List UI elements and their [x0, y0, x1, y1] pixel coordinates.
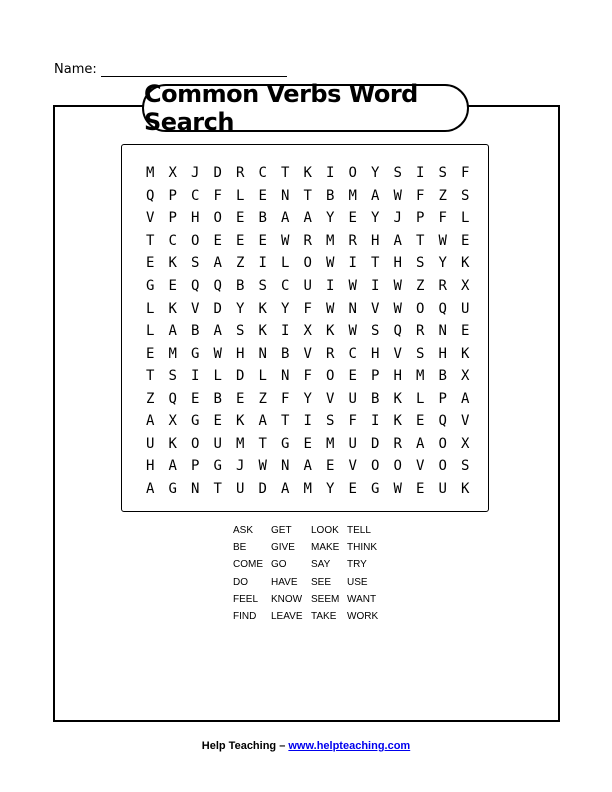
grid-cell: O [416, 300, 425, 317]
grid-cell: I [348, 255, 357, 272]
grid-cell: T [303, 187, 312, 204]
grid-cell: T [281, 165, 290, 182]
grid-cell: A [213, 255, 222, 272]
word-list-item: THINK [347, 542, 377, 554]
grid-cell: K [168, 435, 177, 452]
grid-cell: E [416, 480, 425, 497]
word-list-item: WANT [347, 593, 377, 605]
grid-cell: M [326, 435, 335, 452]
grid-cell: G [213, 458, 222, 475]
grid-cell: M [303, 480, 312, 497]
word-list-item: MAKE [311, 542, 340, 554]
grid-cell: A [281, 480, 290, 497]
grid-cell: B [258, 210, 267, 227]
word-list-item: ASK [233, 525, 254, 537]
grid-cell: W [393, 278, 402, 294]
grid-cell: Q [213, 278, 222, 294]
grid-cell: V [191, 300, 200, 317]
grid-cell: E [191, 390, 200, 407]
grid-cell: A [281, 210, 290, 227]
grid-cell: S [258, 278, 267, 294]
grid-cell: E [348, 480, 357, 497]
word-list-item: FEEL [233, 593, 259, 605]
grid-cell: Y [371, 210, 380, 227]
grid-cell: M [416, 368, 425, 385]
grid-cell: N [438, 323, 447, 340]
grid-cell: W [258, 458, 267, 475]
word-list-item: TRY [347, 559, 367, 571]
grid-cell: U [236, 480, 245, 497]
grid-cell: L [146, 323, 155, 340]
grid-cell: C [191, 187, 200, 204]
grid-cell: E [348, 368, 357, 385]
grid-cell: T [213, 480, 222, 497]
grid-cell: V [326, 390, 335, 407]
grid-cell: L [416, 390, 425, 407]
grid-cell: R [438, 278, 447, 294]
grid-cell: R [303, 232, 312, 249]
grid-cell: X [461, 435, 470, 452]
grid-cell: D [258, 480, 267, 497]
grid-cell: N [281, 187, 290, 204]
grid-cell: V [146, 210, 155, 227]
grid-cell: Z [146, 390, 155, 407]
grid-cell: Z [258, 390, 267, 407]
grid-cell: O [326, 368, 335, 385]
grid-cell: O [213, 210, 222, 227]
grid-cell: F [303, 368, 312, 385]
grid-cell: B [191, 323, 200, 340]
grid-cell: T [281, 413, 290, 430]
grid-cell: D [371, 435, 380, 452]
grid-cell: H [438, 345, 447, 362]
grid-cell: S [416, 255, 425, 272]
grid-cell: A [146, 480, 155, 497]
grid-cell: X [461, 278, 470, 294]
grid-cell: A [258, 413, 267, 430]
grid-cell: I [281, 323, 290, 340]
grid-cell: T [416, 232, 425, 249]
grid-cell: O [438, 458, 447, 475]
grid-cell: K [258, 323, 267, 340]
grid-cell: S [438, 165, 447, 182]
grid-cell: C [258, 165, 267, 182]
grid-cell: K [168, 255, 177, 272]
grid-cell: Q [168, 390, 177, 407]
grid-cell: I [416, 165, 425, 182]
grid-cell: E [416, 413, 425, 430]
grid-cell: Z [438, 187, 447, 204]
grid-cell: H [236, 345, 245, 362]
grid-cell: S [461, 458, 470, 475]
grid-cell: Y [371, 165, 380, 182]
letter-grid [139, 162, 477, 500]
grid-cell: Q [146, 187, 155, 204]
grid-cell: O [191, 435, 200, 452]
grid-cell: I [303, 413, 312, 430]
grid-cell: Y [281, 300, 290, 317]
grid-cell: U [461, 300, 470, 317]
grid-cell: G [191, 413, 200, 430]
grid-cell: K [303, 165, 312, 182]
grid-cell: U [146, 435, 155, 452]
grid-cell: G [281, 435, 290, 452]
grid-cell: U [348, 435, 357, 452]
grid-cell: H [146, 458, 155, 475]
grid-cell: Y [326, 480, 335, 497]
grid-cell: X [303, 323, 312, 340]
grid-cell: O [191, 232, 200, 249]
grid-cell: C [348, 345, 357, 362]
grid-cell: Q [191, 278, 200, 294]
grid-cell: H [393, 368, 402, 385]
footer [0, 740, 612, 752]
grid-cell: G [371, 480, 380, 497]
grid-cell: E [236, 210, 245, 227]
grid-cell: T [371, 255, 380, 272]
grid-cell: V [393, 345, 402, 362]
grid-cell: F [213, 187, 222, 204]
grid-cell: U [303, 278, 312, 294]
grid-cell: J [393, 210, 402, 227]
grid-cell: G [168, 480, 177, 497]
grid-cell: N [348, 300, 357, 317]
word-list-item: FIND [233, 611, 257, 623]
word-list-item: LEAVE [271, 611, 303, 623]
grid-cell: N [281, 458, 290, 475]
grid-cell: W [393, 187, 402, 204]
grid-cell: W [393, 480, 402, 497]
grid-cell: J [191, 165, 200, 182]
grid-cell: R [393, 435, 402, 452]
word-list-item: GO [271, 559, 287, 571]
word-list-item: GIVE [271, 542, 295, 554]
grid-cell: A [393, 232, 402, 249]
grid-cell: P [416, 210, 425, 227]
grid-cell: T [258, 435, 267, 452]
grid-cell: R [348, 232, 357, 249]
grid-cell: I [371, 413, 380, 430]
grid-cell: E [348, 210, 357, 227]
grid-cell: Y [303, 390, 312, 407]
grid-cell: C [281, 278, 290, 294]
grid-cell: B [326, 187, 335, 204]
grid-cell: M [168, 345, 177, 362]
grid-cell: A [461, 390, 470, 407]
grid-cell: W [326, 300, 335, 317]
grid-cell: M [326, 232, 335, 249]
grid-cell: F [416, 187, 425, 204]
grid-cell: L [461, 210, 470, 227]
grid-cell: U [348, 390, 357, 407]
grid-cell: F [281, 390, 290, 407]
grid-cell: B [236, 278, 245, 294]
grid-cell: A [303, 458, 312, 475]
word-list-item: TAKE [311, 611, 337, 623]
grid-cell: A [168, 458, 177, 475]
grid-cell: H [191, 210, 200, 227]
grid-cell: F [348, 413, 357, 430]
grid-cell: M [348, 187, 357, 204]
grid-cell: J [236, 458, 245, 475]
grid-cell: C [168, 232, 177, 249]
grid-cell: S [461, 187, 470, 204]
word-list [233, 522, 397, 625]
grid-cell: Y [438, 255, 447, 272]
grid-cell: U [213, 435, 222, 452]
grid-cell: I [371, 278, 380, 294]
word-list-item: COME [233, 559, 263, 571]
grid-cell: E [146, 345, 155, 362]
grid-cell: M [146, 165, 155, 182]
grid-cell: A [213, 323, 222, 340]
grid-cell: A [303, 210, 312, 227]
grid-cell: D [236, 368, 245, 385]
word-list-item: TELL [347, 525, 371, 537]
grid-cell: E [461, 232, 470, 249]
grid-cell: K [326, 323, 335, 340]
grid-cell: E [258, 232, 267, 249]
grid-cell: B [438, 368, 447, 385]
grid-cell: L [281, 255, 290, 272]
grid-cell: N [191, 480, 200, 497]
grid-cell: G [146, 278, 155, 294]
grid-cell: I [326, 278, 335, 294]
grid-cell: E [258, 187, 267, 204]
grid-cell: O [438, 435, 447, 452]
grid-cell: T [146, 368, 155, 385]
word-list-item: GET [271, 525, 292, 537]
grid-cell: R [416, 323, 425, 340]
name-field [54, 62, 287, 77]
grid-cell: E [168, 278, 177, 294]
grid-cell: Y [236, 300, 245, 317]
grid-cell: W [281, 232, 290, 249]
grid-cell: K [393, 413, 402, 430]
grid-cell: Q [438, 413, 447, 430]
grid-cell: O [393, 458, 402, 475]
grid-cell: V [461, 413, 470, 430]
grid-cell: K [236, 413, 245, 430]
grid-cell: V [371, 300, 380, 317]
grid-cell: E [213, 232, 222, 249]
grid-cell: Q [438, 300, 447, 317]
grid-cell: D [213, 300, 222, 317]
grid-cell: F [303, 300, 312, 317]
grid-cell: D [213, 165, 222, 182]
word-list-item: BE [233, 542, 247, 554]
grid-cell: O [348, 165, 357, 182]
word-list-item: SEE [311, 576, 332, 588]
title-banner [142, 80, 469, 136]
grid-cell: P [191, 458, 200, 475]
grid-cell: S [236, 323, 245, 340]
grid-cell: B [371, 390, 380, 407]
grid-cell: F [461, 165, 470, 182]
word-list-item: WORK [347, 611, 379, 623]
grid-cell: A [146, 413, 155, 430]
grid-cell: E [236, 390, 245, 407]
grid-cell: A [371, 187, 380, 204]
grid-cell: E [146, 255, 155, 272]
word-list-item: LOOK [311, 525, 339, 537]
word-list-item: USE [347, 576, 368, 588]
grid-cell: B [281, 345, 290, 362]
grid-cell: H [393, 255, 402, 272]
grid-cell: W [213, 345, 222, 362]
grid-cell: P [168, 187, 177, 204]
grid-cell: V [416, 458, 425, 475]
grid-cell: Q [393, 323, 402, 340]
grid-cell: A [416, 435, 425, 452]
grid-cell: P [168, 210, 177, 227]
grid-cell: U [438, 480, 447, 497]
grid-cell: S [371, 323, 380, 340]
grid-cell: W [326, 255, 335, 272]
grid-cell: H [371, 345, 380, 362]
grid-cell: Y [326, 210, 335, 227]
grid-cell: V [303, 345, 312, 362]
grid-cell: W [438, 232, 447, 249]
grid-cell: L [258, 368, 267, 385]
page-title: Common Verbs Word Search [144, 80, 418, 136]
grid-cell: X [461, 368, 470, 385]
footer-link[interactable]: www.helpteaching.com [288, 740, 411, 752]
grid-cell: W [348, 278, 357, 294]
grid-cell: S [393, 165, 402, 182]
grid-cell: I [326, 165, 335, 182]
grid-cell: W [393, 300, 402, 317]
grid-cell: E [461, 323, 470, 340]
grid-cell: S [168, 368, 177, 385]
grid-cell: X [168, 413, 177, 430]
word-list-item: HAVE [271, 576, 298, 588]
footer-brand: Help Teaching – [201, 740, 289, 752]
grid-cell: Z [416, 278, 425, 294]
grid-cell: M [236, 435, 245, 452]
grid-cell: L [146, 300, 155, 317]
grid-cell: P [371, 368, 380, 385]
word-list-item: SAY [311, 559, 331, 571]
grid-cell: T [146, 232, 155, 249]
grid-cell: I [258, 255, 267, 272]
grid-cell: K [461, 480, 470, 497]
grid-cell: O [371, 458, 380, 475]
grid-cell: O [303, 255, 312, 272]
grid-cell: L [236, 187, 245, 204]
grid-cell: V [348, 458, 357, 475]
grid-cell: K [168, 300, 177, 317]
grid-cell: R [236, 165, 245, 182]
grid-cell: E [236, 232, 245, 249]
grid-cell: S [416, 345, 425, 362]
word-list-item: KNOW [271, 593, 303, 605]
grid-cell: K [258, 300, 267, 317]
grid-cell: K [461, 345, 470, 362]
grid-cell: B [213, 390, 222, 407]
word-list-item: SEEM [311, 593, 340, 605]
grid-cell: S [326, 413, 335, 430]
grid-cell: A [168, 323, 177, 340]
grid-cell: W [348, 323, 357, 340]
grid-cell: I [191, 368, 200, 385]
grid-cell: K [461, 255, 470, 272]
word-list-item: DO [233, 576, 248, 588]
grid-cell: E [326, 458, 335, 475]
grid-cell: F [438, 210, 447, 227]
grid-cell: L [213, 368, 222, 385]
grid-cell: G [191, 345, 200, 362]
grid-cell: R [326, 345, 335, 362]
grid-cell: H [371, 232, 380, 249]
grid-cell: E [303, 435, 312, 452]
name-underline[interactable] [101, 64, 287, 77]
grid-cell: K [393, 390, 402, 407]
grid-cell: N [281, 368, 290, 385]
grid-cell: P [438, 390, 447, 407]
grid-cell: N [258, 345, 267, 362]
grid-cell: X [168, 165, 177, 182]
grid-cell: E [213, 413, 222, 430]
name-label: Name: [54, 62, 97, 77]
grid-cell: S [191, 255, 200, 272]
grid-cell: Z [236, 255, 245, 272]
